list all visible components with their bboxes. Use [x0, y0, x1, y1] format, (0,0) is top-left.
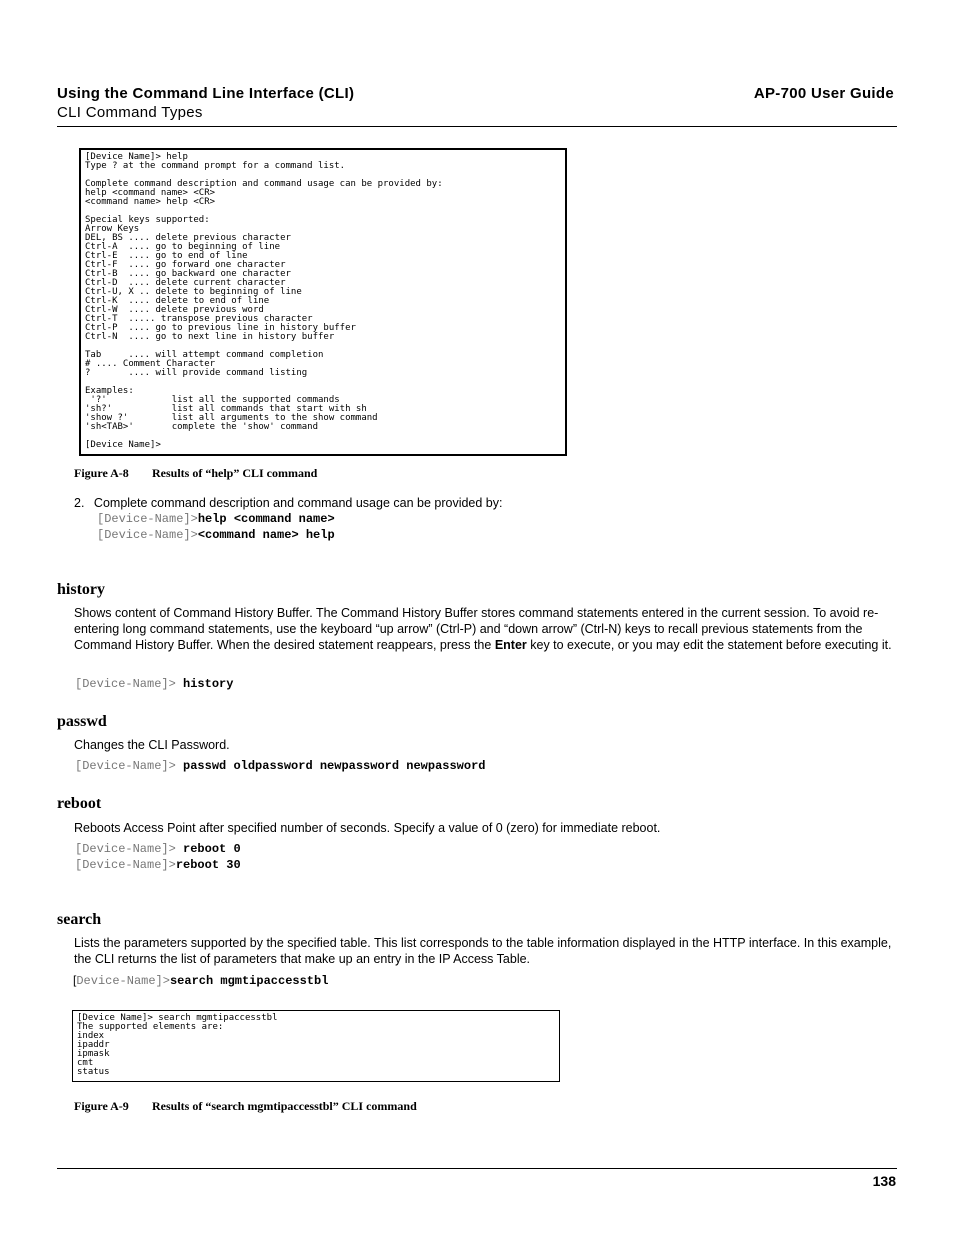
figure-a9-caption	[74, 1099, 417, 1114]
figure-a8-text: Results of “help” CLI command	[152, 466, 318, 480]
cli-command: passwd oldpassword newpassword newpassword	[183, 759, 486, 773]
passwd-command	[75, 758, 485, 774]
passwd-heading: passwd	[57, 713, 107, 730]
cli-prompt: [Device-Name]>	[75, 858, 176, 872]
cli-command: help <command name>	[197, 512, 335, 526]
search-command	[73, 972, 328, 989]
help-terminal-text: [Device Name]> help Type ? at the command prompt for a command list. Complete command description and command usage can be provided by: help <command name> <CR> <command name> help <CR> Special keys supported: Arrow Keys DEL, BS .... delete previous character Ctrl-A .... go to beginning of line Ctrl-E .... go to end of line Ctrl-F .... go forward one character Ctrl-B .... go backward one character Ctrl-D .... delete current character Ctrl-U, X .. delete to beginning of line Ctrl-K .... delete to end of line Ctrl-W .... delete previous word Ctrl-T ..... transpose previous character Ctrl-P .... go to previous line in history buffer Ctrl-N .... go to next line in history buffer Tab .... will attempt command completion # .... Comment Character ? .... will provide command listing Examples: '?' list all the supported commands 'sh?' list all commands that start with sh 'show ?' list all arguments to the show command 'sh<TAB>' complete the 'show' command [Device Name]>	[85, 152, 443, 450]
step-2-text: Complete command description and command usage can be provided by:	[93, 496, 503, 510]
history-text-2: key to execute, or you may edit the statement before executing it.	[526, 638, 892, 652]
cli-prompt-bracket: [	[73, 973, 77, 987]
figure-a9-text: Results of “search mgmtipaccesstbl” CLI command	[152, 1099, 417, 1113]
footer-divider	[57, 1168, 897, 1169]
guide-title: AP-700 User Guide	[753, 85, 894, 102]
cli-prompt: [Device-Name]>	[75, 842, 184, 856]
search-terminal-screenshot	[72, 1010, 560, 1082]
section-title: CLI Command Types	[57, 104, 203, 121]
cli-command: reboot 0	[183, 842, 241, 856]
cli-prompt: Device-Name]>	[76, 974, 170, 988]
chapter-title: Using the Command Line Interface (CLI)	[57, 85, 355, 102]
cli-prompt: [Device-Name]>	[75, 759, 184, 773]
cli-command: <command name> help	[197, 528, 335, 542]
passwd-description: Changes the CLI Password.	[74, 738, 230, 752]
figure-a8-number: Figure A-8	[74, 466, 129, 480]
search-terminal-text: [Device Name]> search mgmtipaccesstbl The supported elements are: index ipaddr ipmask cmt status	[77, 1013, 278, 1077]
history-heading: history	[57, 581, 105, 598]
cli-prompt: [Device-Name]>	[97, 512, 198, 526]
help-terminal-screenshot	[79, 148, 567, 456]
reboot-description: Reboots Access Point after specified number of seconds. Specify a value of 0 (zero) for immediate reboot.	[74, 821, 661, 835]
cli-command: history	[183, 677, 234, 691]
step-2	[74, 495, 503, 511]
header-divider	[57, 126, 897, 127]
figure-a9-number: Figure A-9	[74, 1099, 129, 1113]
step-2-number: 2.	[74, 496, 85, 510]
history-command	[75, 676, 233, 692]
history-description	[74, 605, 894, 653]
figure-a8-caption	[74, 466, 317, 481]
search-description: Lists the parameters supported by the specified table. This list corresponds to the table information displayed in the HTTP interface. In this example, the CLI returns the list of parameters that make up an entry in the IP Access Table.	[74, 936, 892, 966]
page-number: 138	[872, 1173, 896, 1189]
step-2-command-1	[97, 511, 335, 527]
step-2-command-2	[97, 527, 335, 543]
search-heading: search	[57, 911, 102, 928]
reboot-command-1	[75, 841, 241, 857]
history-text-enter: Enter	[494, 638, 527, 652]
cli-prompt: [Device-Name]>	[75, 677, 184, 691]
cli-prompt: [Device-Name]>	[97, 528, 198, 542]
history-text-1: Shows content of Command History Buffer. The Command History Buffer stores command statements entered in the current session. To avoid re-entering long command statements, use the keyboard “up arrow” (Ctrl-P) and “down arrow” (Ctrl-N) keys to recall previous statements from the Command History Buffer. When the desired statement reappears, press the	[74, 606, 879, 652]
reboot-heading: reboot	[57, 795, 102, 812]
cli-command: search mgmtipaccesstbl	[169, 974, 329, 988]
cli-command: reboot 30	[175, 858, 241, 872]
reboot-command-2	[75, 857, 241, 873]
